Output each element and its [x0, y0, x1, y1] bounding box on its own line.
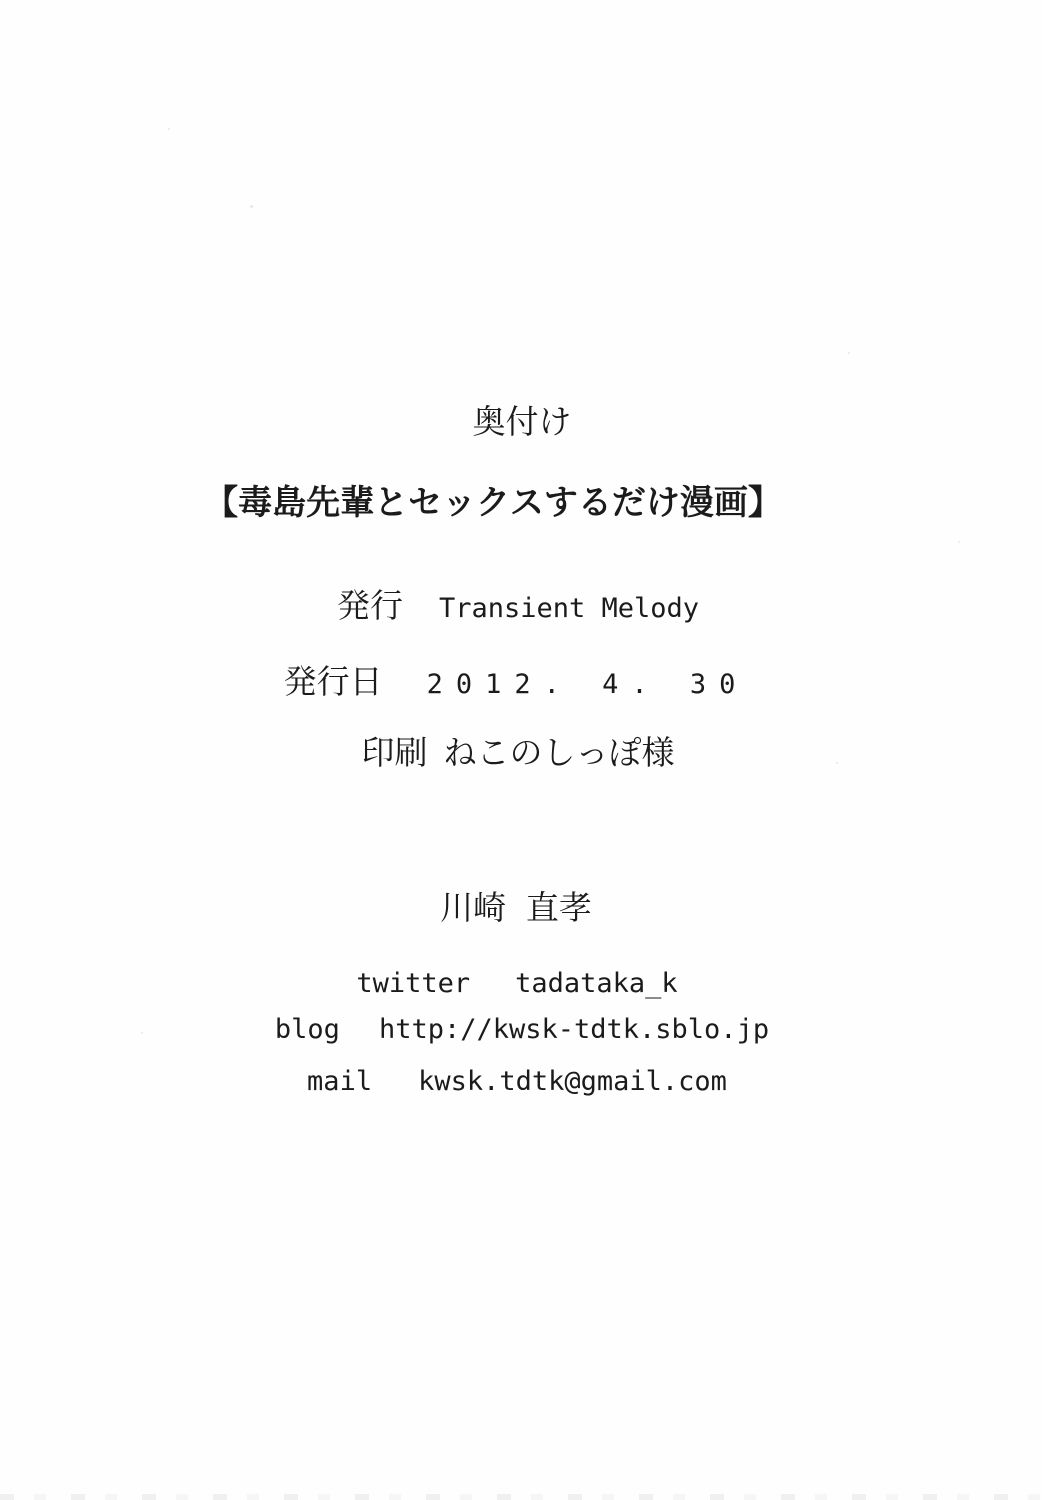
printer-label: 印刷	[361, 733, 428, 772]
blog-row	[275, 1014, 769, 1045]
printer-value: ねこのしっぽ様	[443, 733, 675, 772]
publisher-value: Transient Melody	[438, 593, 700, 624]
scan-speck	[836, 762, 838, 764]
publisher-row	[337, 587, 699, 625]
twitter-row	[356, 968, 677, 999]
twitter-handle: tadataka_k	[515, 968, 678, 999]
publisher-label: 発行	[336, 586, 403, 625]
blog-url: http://kwsk-tdtk.sblo.jp	[378, 1014, 770, 1045]
colophon-heading: 奥付け	[472, 402, 572, 441]
twitter-label: twitter	[356, 968, 471, 999]
mail-row	[307, 1066, 727, 1097]
book-title: 【毒島先輩とセックスするだけ漫画】	[204, 483, 782, 523]
mail-label: mail	[307, 1066, 373, 1097]
scan-speck	[848, 352, 850, 354]
blog-label: blog	[274, 1014, 340, 1045]
mail-address: kwsk.tdtk@gmail.com	[418, 1066, 727, 1097]
publication-date-label: 発行日	[283, 662, 383, 701]
publication-date-row	[284, 663, 749, 701]
printer-row	[362, 734, 675, 772]
scan-speck	[958, 541, 960, 543]
publication-date-value: 2012. 4. 30	[426, 669, 749, 700]
scan-noise-edge	[0, 1494, 1042, 1500]
scan-speck	[141, 1032, 143, 1034]
author-name: 川崎 直孝	[440, 888, 592, 927]
scan-speck	[250, 205, 253, 208]
scan-speck	[168, 128, 170, 130]
